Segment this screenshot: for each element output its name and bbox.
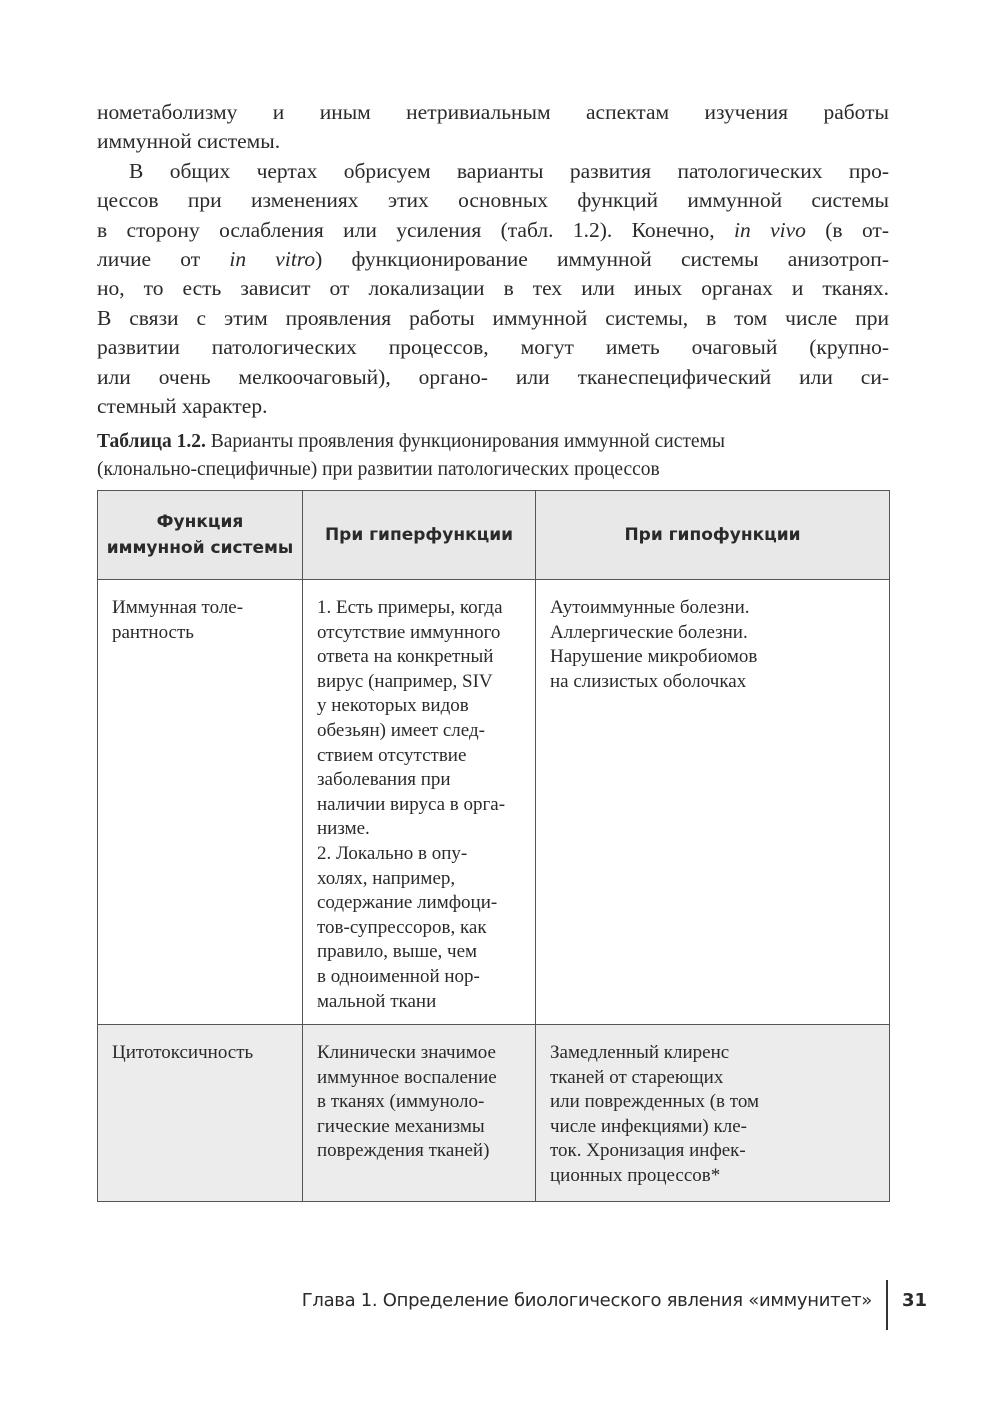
table-cell: 1. Есть примеры, когда отсутствие иммунного ответа на конкретный вирус (например, SIV у некоторых видов обезьян) имеет след- ствием отсутствие заболевания при наличии вируса в орга- низме. 2. Локально в опу- холях, например, содержание лимфоци- тов-супрессоров, как правило, выше, чем в одноименной нор- мальной ткани [303, 580, 536, 1025]
table-cell: Цитотоксичность [98, 1025, 303, 1202]
chapter-running-title: Глава 1. Определение биологического явления «иммунитет» [301, 1290, 872, 1311]
text-line: личие от in vitro) функционирование иммунной системы анизотроп- [97, 246, 889, 271]
header-function: Функция иммунной системы [98, 491, 303, 580]
table-caption [97, 428, 897, 484]
text-line: цессов при изменениях этих основных функций иммунной системы [97, 188, 889, 213]
text-line: нометаболизму и иным нетривиальным аспектам изучения работы [97, 100, 889, 124]
table-cell: Аутоиммунные болезни. Аллергические болезни. Нарушение микробиомов на слизистых оболочках [536, 580, 890, 1025]
text-line: иммунной системы. [97, 129, 281, 154]
table-cell: Замедленный клиренс тканей от стареющих или поврежденных (в том числе инфекциями) кле- ток. Хронизация инфек- ционных процессов* [536, 1025, 890, 1202]
text-line: в сторону ослабления или усиления (табл. 1.2). Конечно, in vivo (в от- [97, 217, 889, 242]
data-table [97, 490, 890, 1202]
caption-text-2: (клонально-специфичные) при развитии патологических процессов [97, 459, 660, 480]
caption-label: Таблица 1.2. [97, 431, 206, 452]
caption-text: Варианты проявления функционирования иммунной системы [210, 431, 726, 452]
table-cell: Иммунная толе- рантность [98, 580, 303, 1025]
table-row [98, 580, 890, 1025]
header-hypofunction: При гипофункции [536, 491, 890, 580]
body-text [97, 98, 889, 421]
text-line: В общих чертах обрисуем варианты развития патологических про- [129, 158, 889, 183]
table-header-row [98, 491, 890, 580]
text-line: или очень мелкоочаговый), органо- или тканеспецифический или си- [97, 364, 889, 389]
table-cell: Клинически значимое иммунное воспаление в тканях (иммуноло- гические механизмы повреждения тканей) [303, 1025, 536, 1202]
text-line: В связи с этим проявления работы иммунной системы, в том числе при [97, 305, 889, 330]
page-number: 31 [902, 1290, 928, 1311]
text-line: стемный характер. [97, 393, 268, 418]
paragraph [97, 157, 889, 422]
header-hyperfunction: При гиперфункции [303, 491, 536, 580]
table-row [98, 1025, 890, 1202]
text-line: развитии патологических процессов, могут иметь очаговый (крупно- [97, 335, 889, 360]
footer-divider [886, 1280, 888, 1330]
text-line: но, то есть зависит от локализации в тех или иных органах и тканях. [97, 276, 889, 301]
